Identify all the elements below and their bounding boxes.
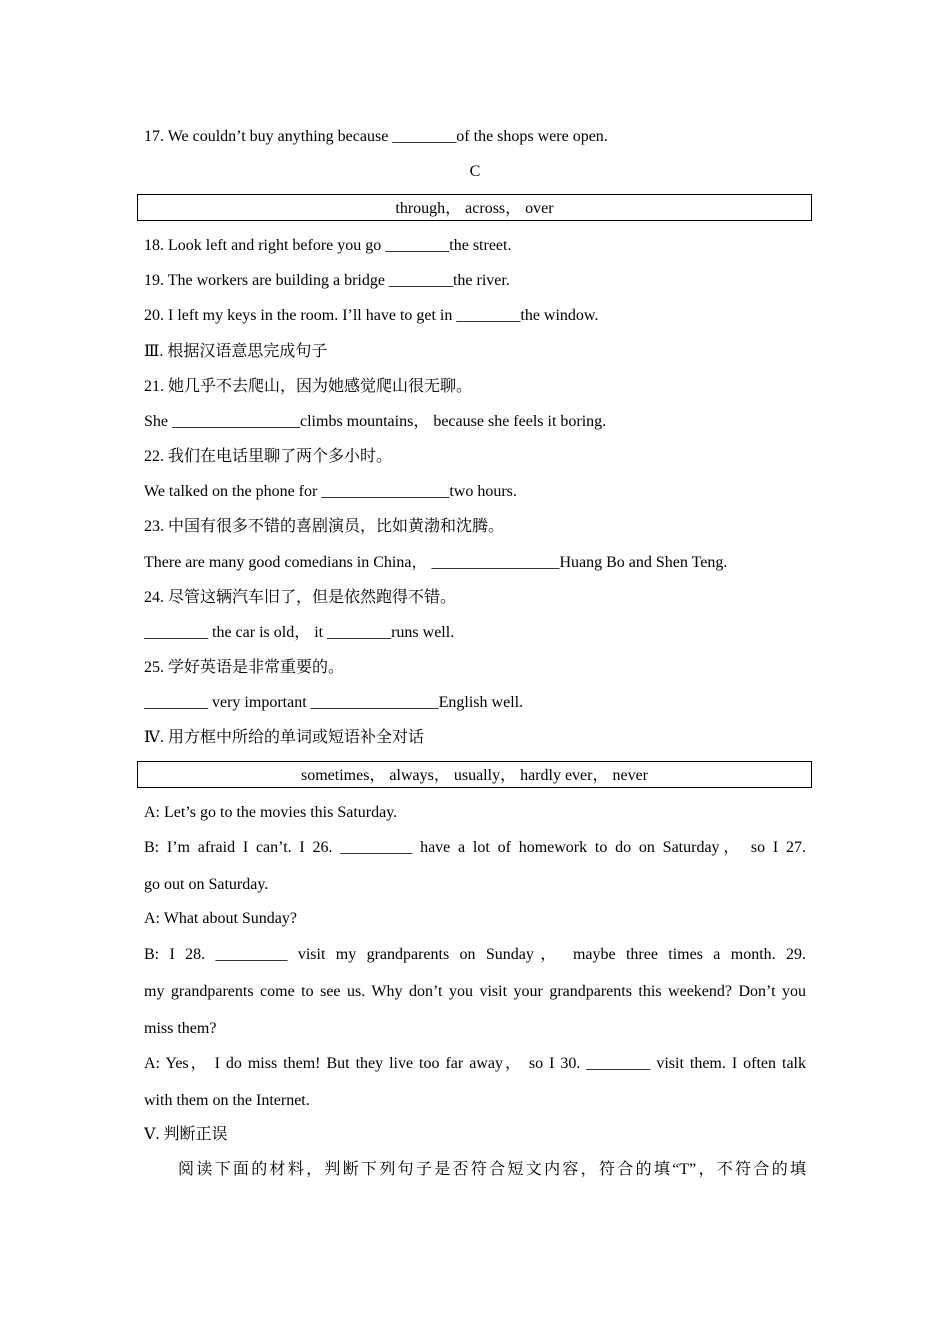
question-17: 17. We couldn’t buy anything because ________of the shops were open.	[144, 128, 608, 145]
dialogue-line-2-cont: go out on Saturday.	[144, 876, 269, 893]
question-24-english: ________ the car is old， it ________runs well.	[144, 624, 455, 641]
dialogue-line-1: A: Let’s go to the movies this Saturday.	[144, 804, 398, 821]
question-19: 19. The workers are building a bridge ________the river.	[144, 272, 510, 289]
dialogue-line-3: A: What about Sunday?	[144, 910, 298, 927]
question-21-english: She ________________climbs mountains， because she feels it boring.	[144, 413, 607, 430]
word-box-2: sometimes， always， usually， hardly ever， never	[137, 761, 812, 788]
section-5-heading: Ⅴ. 判断正误	[144, 1126, 228, 1143]
dialogue-line-4-end: miss them?	[144, 1020, 217, 1037]
question-25-english: ________ very important ________________English well.	[144, 694, 524, 711]
question-23-chinese: 23. 中国有很多不错的喜剧演员，比如黄渤和沈腾。	[144, 518, 505, 535]
instruction-paragraph: 阅读下面的材料，判断下列句子是否符合短文内容，符合的填“T”，不符合的填	[178, 1161, 806, 1178]
dialogue-line-4-cont: my grandparents come to see us. Why don’t you visit your grandparents this weekend? Don’t you	[144, 983, 806, 1000]
word-box-1: through， across， over	[137, 194, 812, 221]
question-21-chinese: 21. 她几乎不去爬山，因为她感觉爬山很无聊。	[144, 378, 473, 395]
dialogue-line-5: A: Yes， I do miss them! But they live too far away， so I 30. ________ visit them. I often talk	[144, 1055, 806, 1072]
question-22-chinese: 22. 我们在电话里聊了两个多小时。	[144, 448, 393, 465]
question-24-chinese: 24. 尽管这辆汽车旧了，但是依然跑得不错。	[144, 589, 457, 606]
question-23-english: There are many good comedians in China， ________________Huang Bo and Shen Teng.	[144, 554, 728, 571]
dialogue-line-2: B: I’m afraid I can’t. I 26. _________ have a lot of homework to do on Saturday， so I 27.	[144, 839, 806, 856]
section-3-heading: Ⅲ. 根据汉语意思完成句子	[144, 343, 328, 360]
question-25-chinese: 25. 学好英语是非常重要的。	[144, 659, 345, 676]
question-18: 18. Look left and right before you go ________the street.	[144, 237, 512, 254]
dialogue-line-4: B: I 28. _________ visit my grandparents on Sunday， maybe three times a month. 29.	[144, 946, 806, 963]
section-4-heading: Ⅳ. 用方框中所给的单词或短语补全对话	[144, 729, 424, 746]
section-c-heading: C	[469, 163, 481, 180]
question-20: 20. I left my keys in the room. I’ll have to get in ________the window.	[144, 307, 599, 324]
question-22-english: We talked on the phone for ________________two hours.	[144, 483, 517, 500]
dialogue-line-5-cont: with them on the Internet.	[144, 1092, 310, 1109]
